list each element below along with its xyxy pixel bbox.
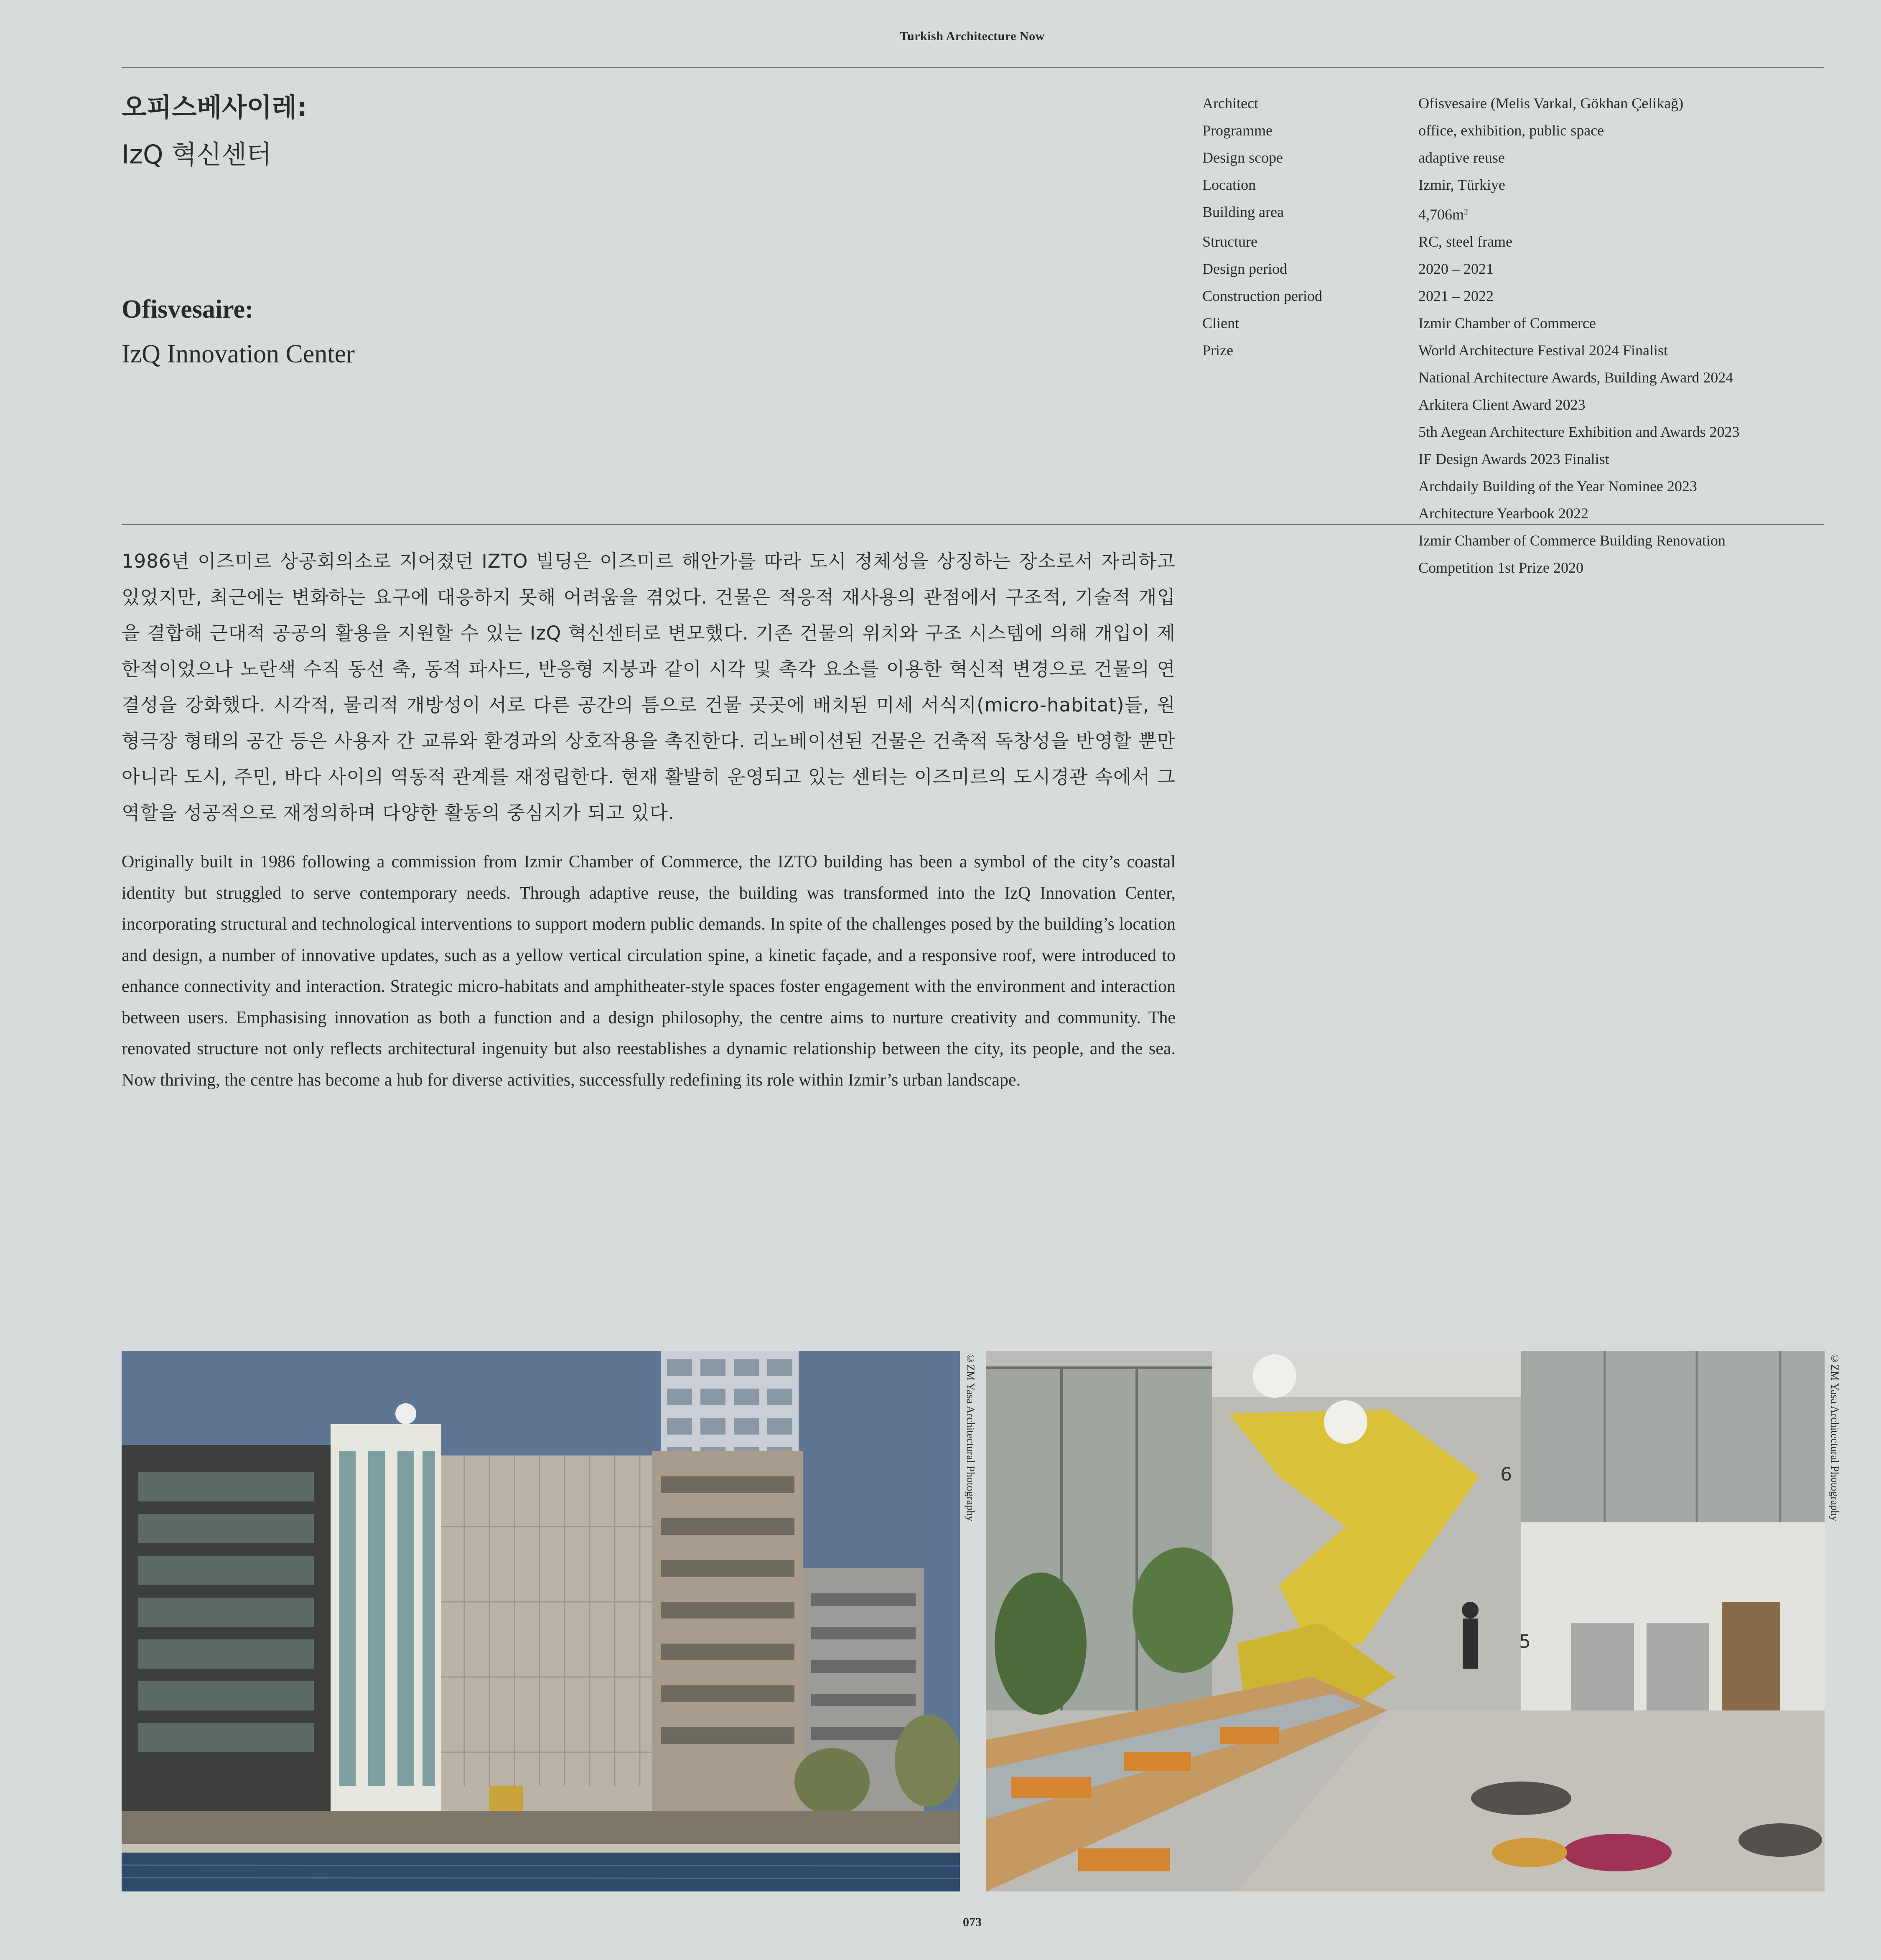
title-ko-project: IzQ 혁신센터 <box>122 139 272 170</box>
prize-item: National Architecture Awards, Building Award 2024 <box>1418 369 1733 386</box>
prize-item: 5th Aegean Architecture Exhibition and Awards 2023 <box>1418 423 1740 440</box>
info-value <box>1418 199 1794 228</box>
header-rule <box>122 67 1824 68</box>
info-label: Location <box>1202 176 1256 193</box>
title-ko-architect: 오피스베사이레: <box>122 92 308 122</box>
project-info-table <box>1202 90 1794 581</box>
prize-item: Competition 1st Prize 2020 <box>1418 559 1583 576</box>
prize-item: IF Design Awards 2023 Finalist <box>1418 451 1609 467</box>
info-value: Izmir, Türkiye <box>1418 176 1505 193</box>
photo-credit-left: ©ZM Yasa Architectural Photography <box>965 1352 977 1522</box>
title-en-architect: Ofisvesaire: <box>122 295 254 324</box>
section-rule <box>122 524 1824 525</box>
title-english <box>122 295 355 369</box>
info-value: 2020 – 2021 <box>1418 260 1494 277</box>
info-value: office, exhibition, public space <box>1418 122 1604 139</box>
body-text-korean: 1986년 이즈미르 상공회의소로 지어졌던 IZTO 빌딩은 이즈미르 해안가를 따라 도시 정체성을 상징하는 장소로서 자리하고 있었지만, 최근에는 변화하는 요구에 대응하지 못해 어려움을 겪었다. 건물은 적응적 재사용의 관점에서 구조적, 기술적 개입을 결합해 근대적 공공의 활용을 지원할 수 있는 IzQ 혁신센터로 변모했다. 기존 건물의 위치와 구조 시스템에 의해 개입이 제한적이었으나 노란색 수직 동선 축, 동적 파사드, 반응형 지붕과 같이 시각 및 촉각 요소를 이용한 혁신적 변경으로 건물의 연결성을 강화했다. 시각적, 물리적 개방성이 서로 다른 공간의 틈으로 건물 곳곳에 배치된 미세 서식지(micro-habitat)들, 원형극장 형태의 공간 등은 사용자 간 교류와 환경과의 상호작용을 촉진한다. 리노베이션된 건물은 건축적 독창성을 반영할 뿐만 아니라 도시, 주민, 바다 사이의 역동적 관계를 재정립한다. 현재 활발히 운영되고 있는 센터는 이즈미르의 도시경관 속에서 그 역할을 성공적으로 재정의하며 다양한 활동의 중심지가 되고 있다. <box>122 550 1176 824</box>
prize-item: Architecture Yearbook 2022 <box>1418 505 1588 522</box>
title-korean <box>122 92 307 171</box>
info-row-architect <box>1202 90 1794 117</box>
info-row-prize <box>1202 337 1794 581</box>
area-value: 4,706m <box>1418 206 1464 223</box>
floor-number-6: 6 <box>1500 1464 1512 1485</box>
info-row-construction-period <box>1202 283 1794 310</box>
info-value: 2021 – 2022 <box>1418 288 1494 304</box>
info-row-client <box>1202 310 1794 337</box>
info-row-building-area <box>1202 199 1794 228</box>
floor-number-5-wall: 5 <box>1519 1631 1531 1652</box>
info-label: Programme <box>1202 122 1273 139</box>
prize-item: Izmir Chamber of Commerce Building Renovation <box>1418 532 1726 549</box>
title-en-project: IzQ Innovation Center <box>122 340 355 368</box>
info-row-location <box>1202 171 1794 199</box>
info-label: Design scope <box>1202 149 1283 166</box>
info-label: Construction period <box>1202 288 1322 304</box>
info-label: Client <box>1202 315 1239 331</box>
body-text-english: Originally built in 1986 following a commission from Izmir Chamber of Commerce, the IZTO building has been a symbol of the city’s coastal identity but struggled to serve contemporary needs. Through adaptive reuse, the building was transformed into the IzQ Innovation Center, incorporating structural and technological interventions to support modern public demands. In spite of the challenges posed by the building’s location and design, a number of innovative updates, such as a yellow vertical circulation spine, a kinetic façade, and a responsive roof, were introduced to enhance connectivity and interaction. Strategic micro-habitats and amphitheater-style spaces foster engagement with the environment and interaction between users. Emphasising innovation as both a function and a design philosophy, the centre aims to nurture creativity and community. The renovated structure not only reflects architectural ingenuity but also reestablishes a dynamic relationship between the city, its people, and the sea. Now thriving, the centre has become a hub for diverse activities, successfully redefining its role within Izmir’s urban landscape. <box>122 852 1176 1090</box>
prize-item: Archdaily Building of the Year Nominee 2023 <box>1418 478 1697 494</box>
page-number: 073 <box>963 1915 982 1929</box>
info-value: Ofisvesaire (Melis Varkal, Gökhan Çelikağ) <box>1418 95 1684 112</box>
info-label: Design period <box>1202 260 1287 277</box>
info-value: adaptive reuse <box>1418 149 1505 166</box>
prize-item: Arkitera Client Award 2023 <box>1418 396 1586 413</box>
prize-list <box>1418 337 1794 581</box>
photo-credit-right: ©ZM Yasa Architectural Photography <box>1829 1352 1841 1522</box>
info-label: Structure <box>1202 233 1257 250</box>
info-value: RC, steel frame <box>1418 233 1512 250</box>
running-header: Turkish Architecture Now <box>900 29 1045 43</box>
info-label: Prize <box>1202 342 1233 359</box>
info-row-programme <box>1202 117 1794 144</box>
info-row-structure <box>1202 228 1794 255</box>
info-label: Architect <box>1202 95 1258 112</box>
photo-interior-yellow-stair <box>986 1351 1825 1891</box>
info-row-design-period <box>1202 255 1794 283</box>
info-row-design-scope <box>1202 144 1794 171</box>
area-unit-superscript: 2 <box>1464 207 1469 217</box>
info-label: Building area <box>1202 204 1284 220</box>
photo-waterfront-facade <box>122 1351 960 1891</box>
info-value: Izmir Chamber of Commerce <box>1418 315 1596 331</box>
prize-item: World Architecture Festival 2024 Finalist <box>1418 342 1668 359</box>
